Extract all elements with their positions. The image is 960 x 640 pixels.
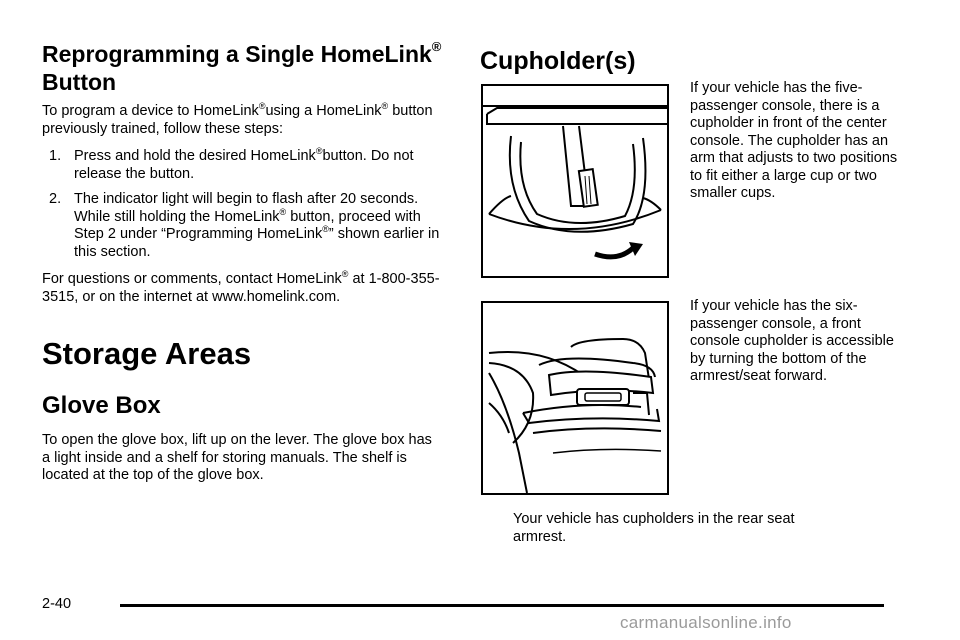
reprogramming-heading: [42, 40, 442, 96]
right-column: [480, 0, 920, 640]
intro-paragraph: To program a device to HomeLink®using a HomeLink® button previously trained, follow these steps:: [42, 101, 433, 137]
cupholder-illustration-2: [483, 303, 667, 493]
glove-box-paragraph: To open the glove box, lift up on the lever. The glove box has a light inside and a shelf for storing manuals. The shelf is located at the top of the glove box.: [42, 432, 432, 483]
watermark: carmanualsonline.info: [620, 613, 792, 632]
step-item: 1. Press and hold the desired HomeLink®button. Do not release the button.: [49, 146, 414, 182]
storage-areas-heading: Storage Areas: [42, 336, 252, 371]
reprogramming-heading-text: Reprogramming a Single HomeLink: [42, 41, 432, 67]
cupholder-illustration-1: [483, 86, 667, 276]
glove-box-heading: Glove Box: [42, 392, 161, 419]
contact-paragraph: For questions or comments, contact HomeLink® at 1-800-355-3515, or on the internet at www.homelink.com.: [42, 269, 440, 305]
registered-mark: ®: [431, 39, 442, 54]
caption-six-passenger: If your vehicle has the six-passenger console, a front console cupholder is accessible by turning the bottom of the armrest/seat forward.: [690, 298, 894, 384]
footer-rule: [120, 604, 884, 607]
step-item: 2. The indicator light will begin to flash after 20 seconds. While still holding the HomeLink® button, proceed with Step 2 under “Programming HomeLink®” shown earlier in this section.: [49, 191, 440, 260]
cupholder-figure-five-passenger: [481, 84, 669, 278]
page-number: 2-40: [42, 596, 72, 612]
steps-list: [42, 148, 442, 267]
cupholder-figure-six-passenger: [481, 301, 669, 495]
caption-five-passenger: If your vehicle has the five-passenger console, there is a cupholder in front of the center console. The cupholder has an arm that adjusts to two positions to fit either a large cup or two smaller cups.: [690, 80, 898, 201]
cupholders-heading: Cupholder(s): [480, 47, 636, 75]
reprogramming-heading-text-2: Button: [42, 69, 117, 95]
rear-cupholder-paragraph: Your vehicle has cupholders in the rear seat armrest.: [513, 511, 795, 545]
